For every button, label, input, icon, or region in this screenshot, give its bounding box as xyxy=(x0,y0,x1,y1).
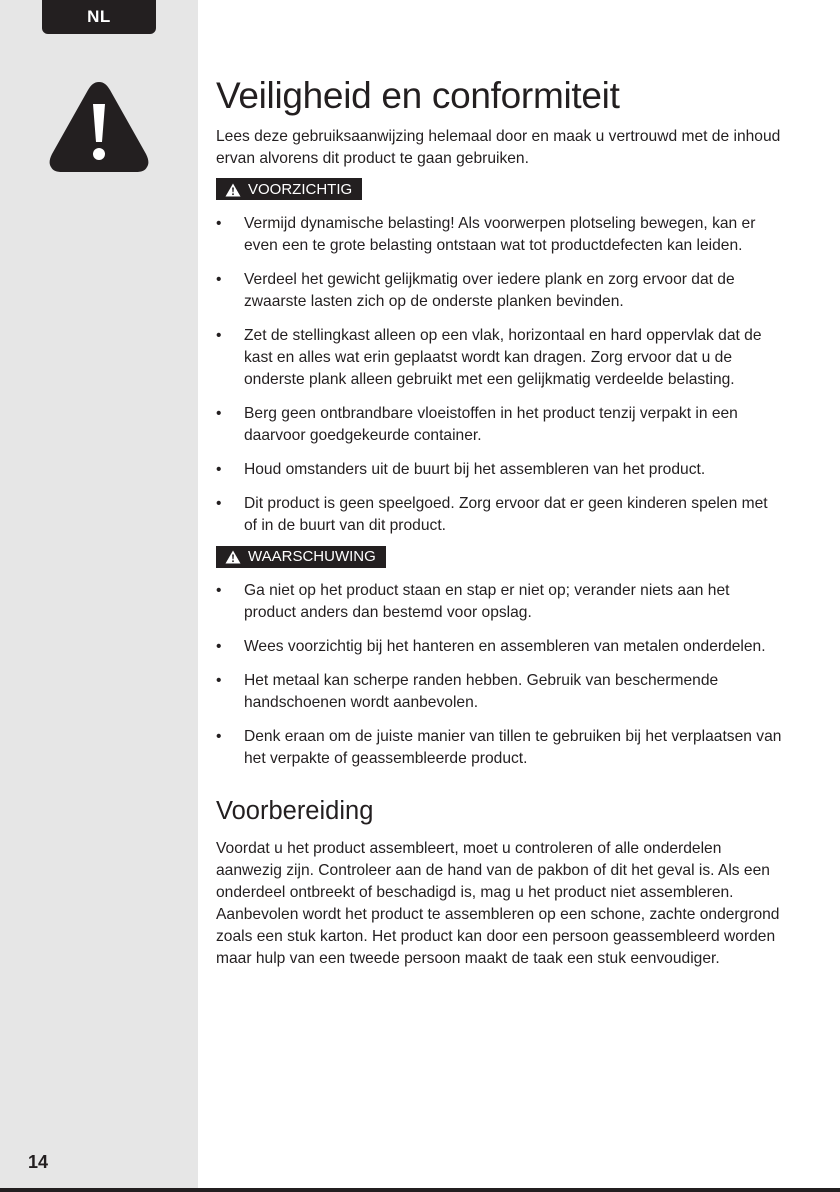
warning-label-text: WAARSCHUWING xyxy=(248,548,376,565)
language-badge: NL xyxy=(42,0,156,34)
list-item xyxy=(216,493,786,537)
safety-intro: Lees deze gebruiksaanwijzing helemaal door en maak u vertrouwd met de inhoud ervan alvorens dit product te gaan gebruiken. xyxy=(216,128,781,167)
bullet: • xyxy=(216,460,222,478)
sidebar xyxy=(0,0,198,1188)
list-item-text: Zet de stellingkast alleen op een vlak, horizontaal en hard oppervlak dat de kast en alles wat erin geplaatst wordt kan dragen. Zorg ervoor dat u de onderste plank alleen gebruikt met een gelijkmatig verdeelde belasting. xyxy=(244,326,762,388)
list-item xyxy=(216,636,786,658)
list-item-text: Wees voorzichtig bij het hanteren en assembleren van metalen onderdelen. xyxy=(244,638,766,655)
bullet: • xyxy=(216,728,222,745)
bottom-rule xyxy=(0,1188,840,1192)
list-item xyxy=(216,580,786,624)
list-item-text: Ga niet op het product staan en stap er niet op; verander niets aan het product anders dan bestemd voor opslag. xyxy=(244,582,730,621)
preparation-title: Voorbereiding xyxy=(216,797,374,825)
preparation-body: Voordat u het product assembleert, moet u controleren of alle onderdelen aanwezig zijn. Controleer aan de hand van de pakbon of dit het geval is. Als een onderdeel ontbreekt of beschadigd is, mag u het product niet assembleren. Aanbevolen wordt het product te assembleren op een schone, zachte ondergrond zoals een stuk karton. Het product kan door een persoon geassembleerd worden maar hulp van een tweede persoon maakt de taak een stuk eenvoudiger. xyxy=(216,840,780,967)
bullet: • xyxy=(216,214,222,232)
list-item xyxy=(216,726,786,770)
list-item xyxy=(216,325,786,391)
page-number: 14 xyxy=(28,1152,49,1172)
bullet: • xyxy=(216,672,222,689)
list-item xyxy=(216,269,786,313)
warning-triangle-icon xyxy=(46,76,152,174)
bullet: • xyxy=(216,638,222,655)
caution-label xyxy=(216,178,362,200)
list-item-text: Verdeel het gewicht gelijkmatig over iedere plank en zorg ervoor dat de zwaarste lasten zich op de onderste planken bevinden. xyxy=(244,270,735,310)
bullet: • xyxy=(216,404,222,422)
list-item xyxy=(216,213,786,257)
list-item xyxy=(216,459,786,481)
caution-label-text: VOORZICHTIG xyxy=(248,180,353,198)
bullet: • xyxy=(216,326,222,344)
list-item-text: Denk eraan om de juiste manier van tillen te gebruiken bij het verplaatsen van het verpakte of geassembleerde product. xyxy=(244,728,782,767)
warning-triangle-icon xyxy=(225,550,241,564)
bullet: • xyxy=(216,582,222,599)
bullet: • xyxy=(216,494,222,512)
caution-list xyxy=(216,213,786,537)
warning-triangle-icon xyxy=(225,183,241,197)
list-item-text: Vermijd dynamische belasting! Als voorwerpen plotseling bewegen, kan er even een te grote belasting ontstaan wat tot productdefecten kan leiden. xyxy=(244,214,756,254)
list-item xyxy=(216,670,786,714)
warning-list xyxy=(216,580,786,770)
list-item-text: Houd omstanders uit de buurt bij het assembleren van het product. xyxy=(244,460,706,478)
list-item-text: Berg geen ontbrandbare vloeistoffen in het product tenzij verpakt in een daarvoor goedgekeurde container. xyxy=(244,404,738,444)
list-item xyxy=(216,403,786,447)
list-item-text: Het metaal kan scherpe randen hebben. Gebruik van beschermende handschoenen wordt aanbevolen. xyxy=(244,672,719,711)
bullet: • xyxy=(216,270,222,288)
list-item-text: Dit product is geen speelgoed. Zorg ervoor dat er geen kinderen spelen met of in de buurt van dit product. xyxy=(244,494,768,534)
content-column xyxy=(216,76,786,970)
warning-label xyxy=(216,546,386,568)
safety-title: Veiligheid en conformiteit xyxy=(216,75,620,116)
